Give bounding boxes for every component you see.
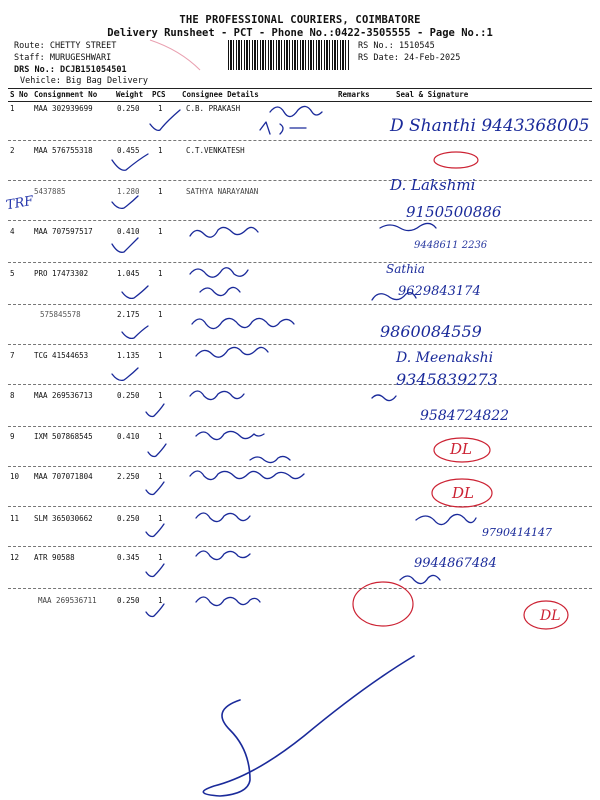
faint-stamp-line: [150, 40, 200, 70]
signature-row-7-name: D. Meenakshi: [396, 350, 494, 366]
tick-mark-10: [146, 482, 164, 495]
tick-mark-9: [148, 444, 166, 457]
page-title: THE PROFESSIONAL COURIERS, COIMBATORE: [179, 14, 421, 26]
tick-mark-13: [146, 604, 164, 617]
signature-row-11-phone: 9790414147: [482, 526, 552, 539]
tick-mark-7: [112, 368, 138, 380]
final-signature: [203, 656, 414, 796]
consignee-scribble-5: [190, 268, 248, 277]
signature-row-12-phone: 9944867484: [414, 556, 497, 571]
col-consignee: Consignee Details: [182, 90, 259, 99]
consignee-scribble-7: [196, 347, 268, 357]
signature-row-4-phone: 9448611 2236: [414, 240, 488, 251]
note-trf: TRF: [4, 193, 35, 214]
signature-scribble-8: [372, 395, 396, 401]
signature-scribble-4: [380, 223, 436, 230]
consignee-scribble-4: [190, 227, 258, 237]
consignee-scribble-9b: [250, 456, 290, 462]
consignee-scribble-13: [196, 597, 260, 606]
signature-row-8-phone: 9584724822: [420, 408, 510, 424]
tick-mark-1: [150, 110, 180, 130]
stamp-dl-row-13: DL: [540, 608, 561, 624]
col-pcs: PCS: [152, 90, 166, 99]
tick-mark-5: [122, 286, 148, 298]
tick-mark-6: [122, 326, 148, 338]
tick-mark-3: [112, 196, 138, 208]
signature-row-1: D Shanthi 9443368005: [390, 116, 590, 136]
staff-label: Staff: MURUGESHWARI: [14, 53, 112, 63]
rs-date: RS Date: 24-Feb-2025: [358, 53, 461, 63]
stamp-ellipse-9: [434, 438, 490, 462]
col-consignment: Consignment No: [34, 90, 98, 99]
stamp-ellipse-2: [434, 152, 478, 168]
stamp-dl-row-10: DL: [452, 484, 474, 502]
consignee-scribble-1b: [260, 122, 306, 134]
consignee-scribble-8: [190, 391, 244, 400]
consignee-scribble-1: [270, 106, 322, 116]
signature-row-5-phone: 9629843174: [398, 284, 481, 299]
tick-mark-8: [146, 404, 164, 417]
consignee-scribble-6: [192, 318, 294, 328]
consignee-scribble-11: [196, 513, 250, 522]
signature-row-6-phone: 9860084559: [380, 322, 482, 341]
signature-row-3-name: D. Lakshmi: [390, 176, 476, 194]
signature-scribble-11: [416, 514, 476, 524]
consignee-scribble-5b: [200, 287, 240, 295]
stamp-ellipse-13b: [524, 601, 568, 629]
consignee-scribble-12: [196, 551, 250, 560]
col-signature: Seal & Signature: [396, 90, 469, 99]
col-weight: Weight: [116, 90, 144, 99]
col-sno: S No: [10, 90, 29, 99]
tick-mark-11: [146, 524, 164, 537]
stamp-dl-row-9: DL: [450, 440, 472, 458]
tick-mark-2: [112, 154, 148, 170]
tick-mark-12: [146, 564, 164, 577]
route-label: Route: CHETTY STREET: [14, 41, 117, 51]
consignee-scribble-10: [190, 471, 304, 480]
stamp-ellipse-10: [432, 479, 492, 507]
signature-row-3-phone: 9150500886: [406, 203, 502, 221]
signature-row-5-name: Sathia: [386, 262, 425, 276]
col-remarks: Remarks: [338, 90, 370, 99]
signature-scribble-12: [400, 575, 440, 583]
drs-label: DRS No.: DCJB151054501: [14, 65, 127, 75]
page-subtitle: Delivery Runsheet - PCT - Phone No.:0422-3505555 - Page No.:1: [107, 27, 493, 39]
signature-scribble-6: [372, 293, 416, 300]
rs-number: RS No.: 1510545: [358, 41, 435, 51]
vehicle-label: Vehicle: Big Bag Delivery: [20, 76, 148, 86]
stamp-ellipse-13a: [353, 582, 413, 626]
tick-mark-4: [112, 238, 138, 252]
signature-row-7-phone: 9345839273: [396, 370, 498, 389]
consignee-scribble-9: [196, 431, 264, 439]
